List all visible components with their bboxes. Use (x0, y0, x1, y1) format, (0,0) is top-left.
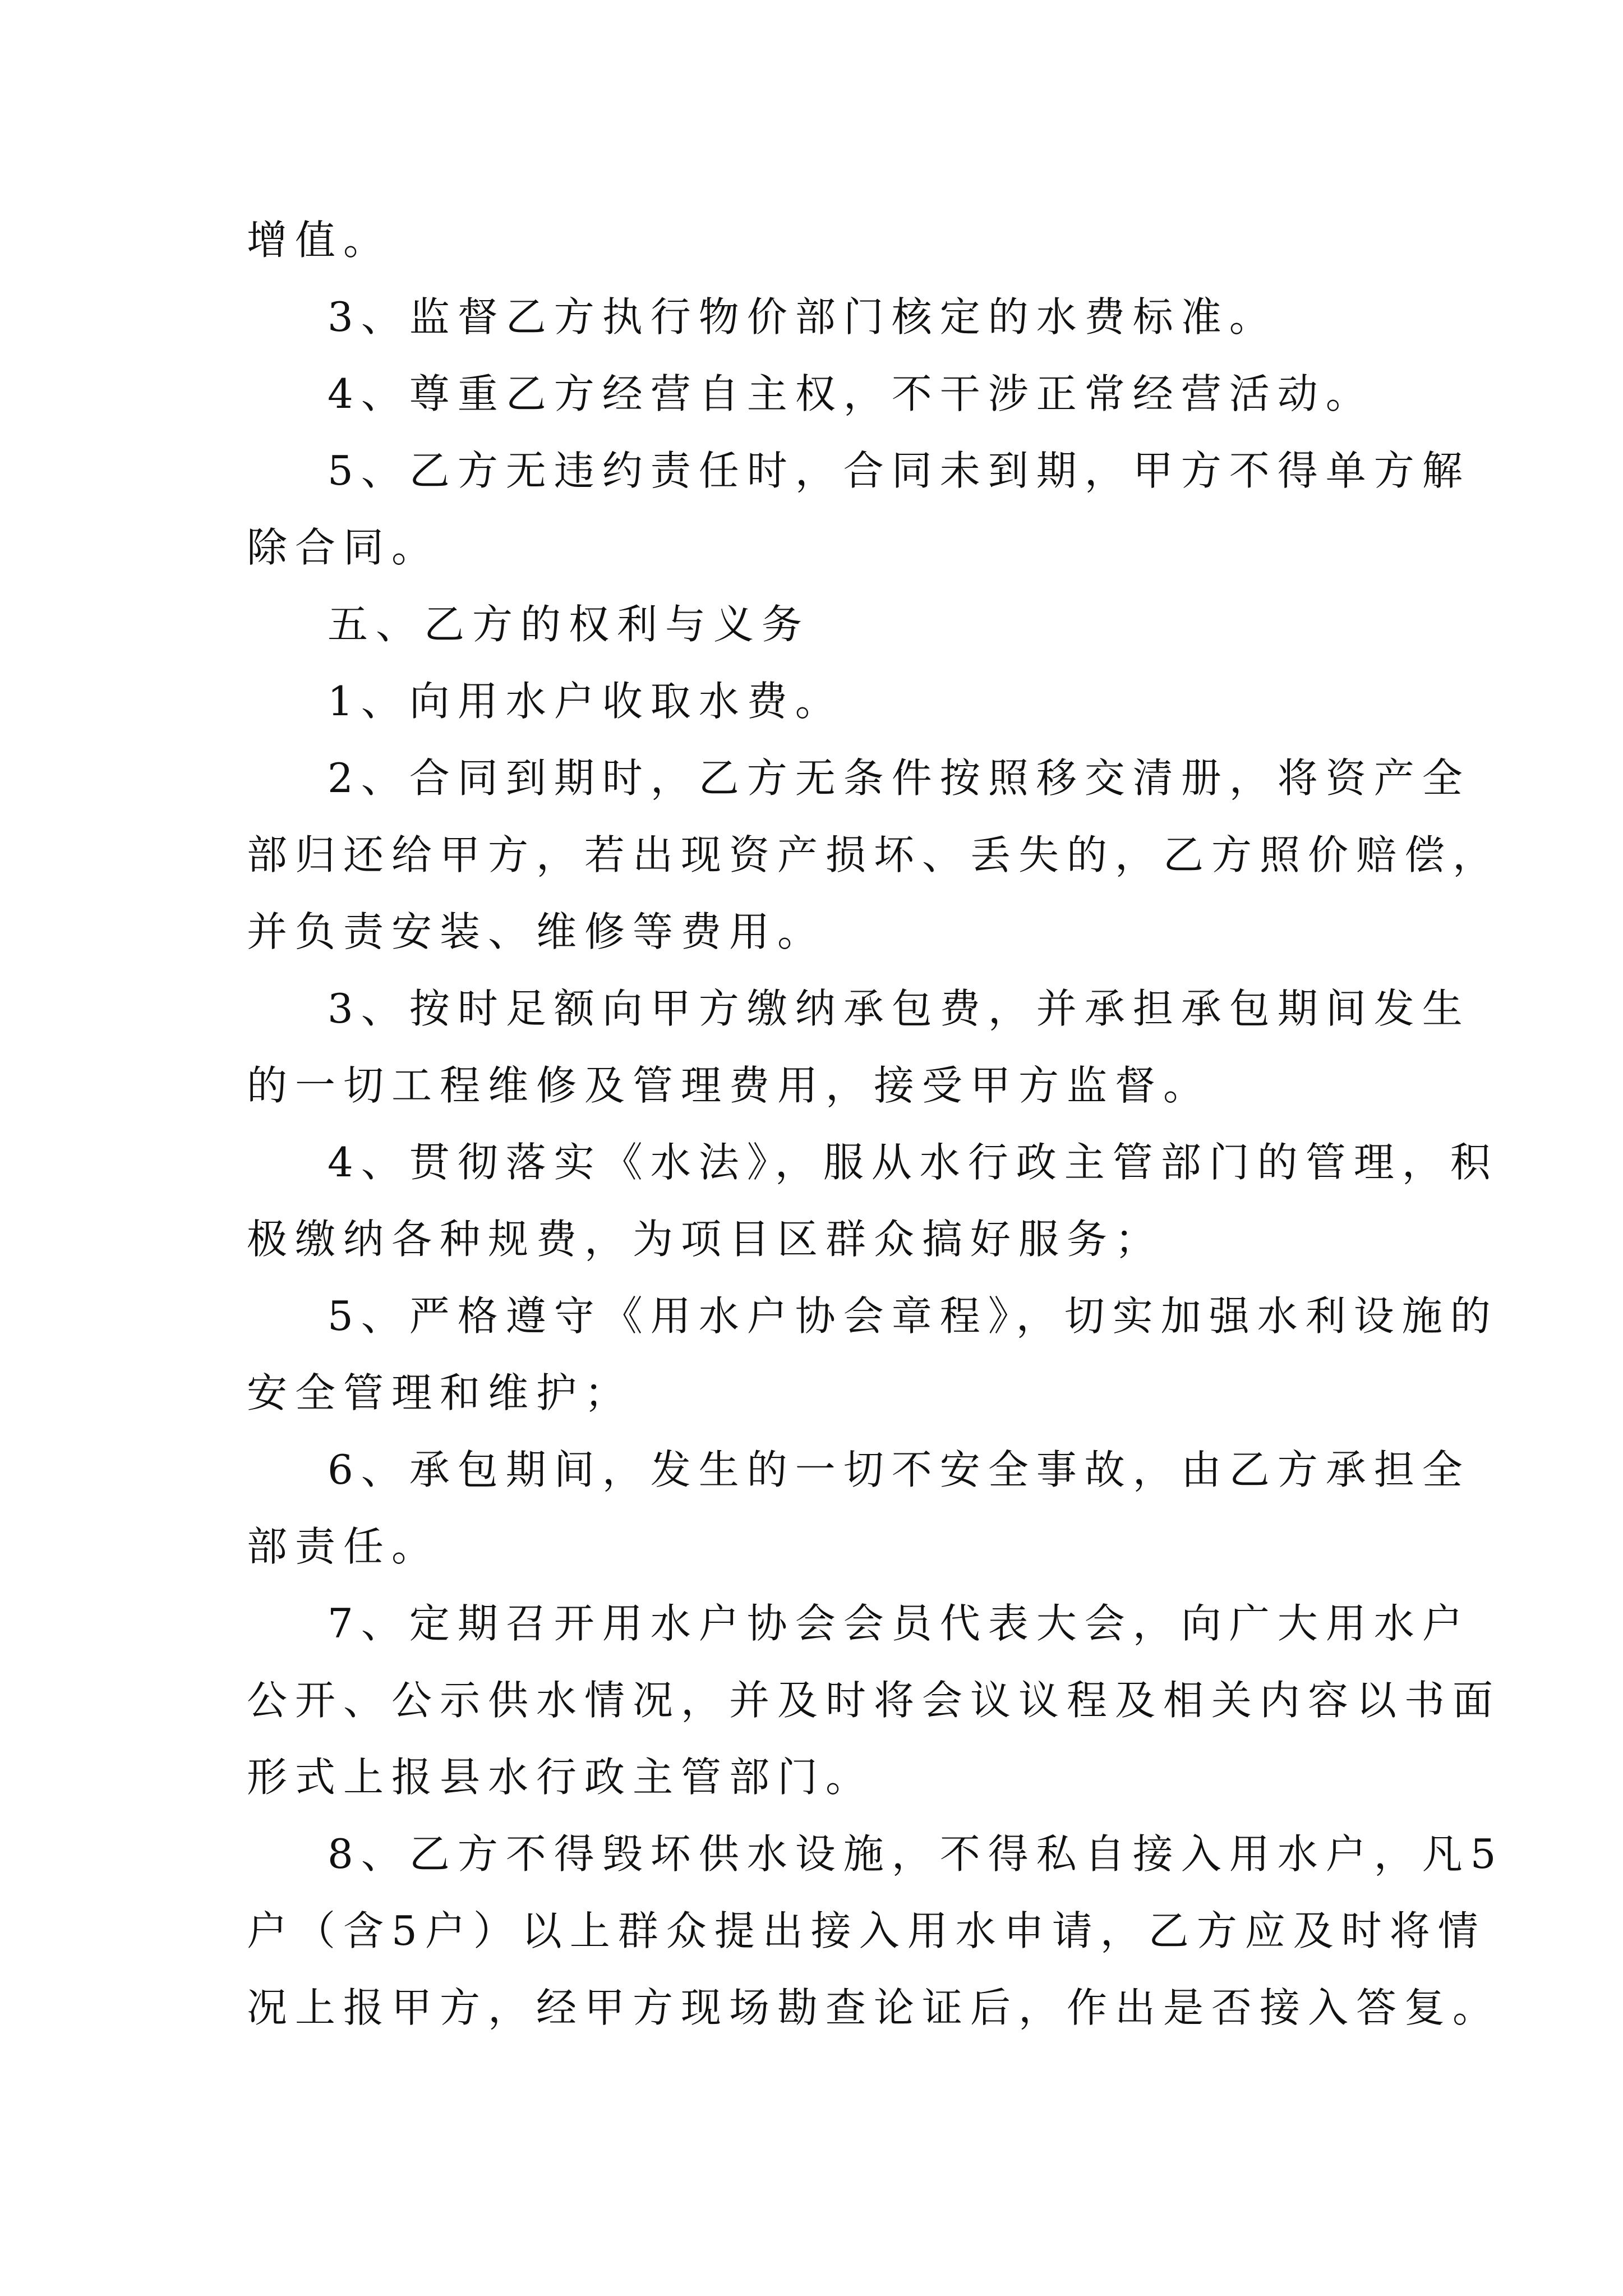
text-line: 4、贯彻落实《水法》，服从水行政主管部门的管理，积 (328, 1139, 1498, 1186)
text-line: 极缴纳各种规费，为项目区群众搞好服务； (247, 1216, 1164, 1263)
text-line: 3、按时足额向甲方缴纳承包费，并承担承包期间发生 (328, 985, 1470, 1032)
document-body (247, 202, 1504, 2046)
text-line: 8、乙方不得毁坏供水设施，不得私自接入用水户，凡5 (328, 1830, 1504, 1878)
text-line: 户（含5户）以上群众提出接入用水申请，乙方应及时将情 (247, 1907, 1486, 1954)
text-line: 6、承包期间，发生的一切不安全事故，由乙方承担全 (328, 1446, 1470, 1493)
text-line: 安全管理和维护； (247, 1369, 633, 1416)
text-line: 2、合同到期时，乙方无条件按照移交清册，将资产全 (328, 754, 1470, 802)
text-line: 3、监督乙方执行物价部门核定的水费标准。 (328, 293, 1278, 341)
text-line: 1、向用水户收取水费。 (328, 678, 843, 725)
text-line: 形式上报县水行政主管部门。 (247, 1754, 874, 1801)
text-line: 部归还给甲方，若出现资产损坏、丢失的，乙方照价赔偿， (247, 831, 1501, 878)
text-line: 除合同。 (247, 524, 440, 571)
text-line: 并负责安装、维修等费用。 (247, 908, 826, 955)
text-line: 增值。 (247, 217, 392, 264)
section-heading: 五、乙方的权利与义务 (328, 601, 810, 648)
text-line: 况上报甲方，经甲方现场勘查论证后，作出是否接入答复。 (247, 1984, 1501, 2031)
text-line: 的一切工程维修及管理费用，接受甲方监督。 (247, 1062, 1212, 1109)
text-line: 部责任。 (247, 1523, 440, 1570)
text-line: 7、定期召开用水户协会会员代表大会，向广大用水户 (328, 1600, 1470, 1647)
text-line: 公开、公示供水情况，并及时将会议议程及相关内容以书面 (247, 1677, 1501, 1724)
text-line: 5、乙方无违约责任时，合同未到期，甲方不得单方解 (328, 447, 1470, 494)
text-line: 4、尊重乙方经营自主权，不干涉正常经营活动。 (328, 370, 1374, 417)
text-line: 5、严格遵守《用水户协会章程》，切实加强水利设施的 (328, 1292, 1498, 1340)
